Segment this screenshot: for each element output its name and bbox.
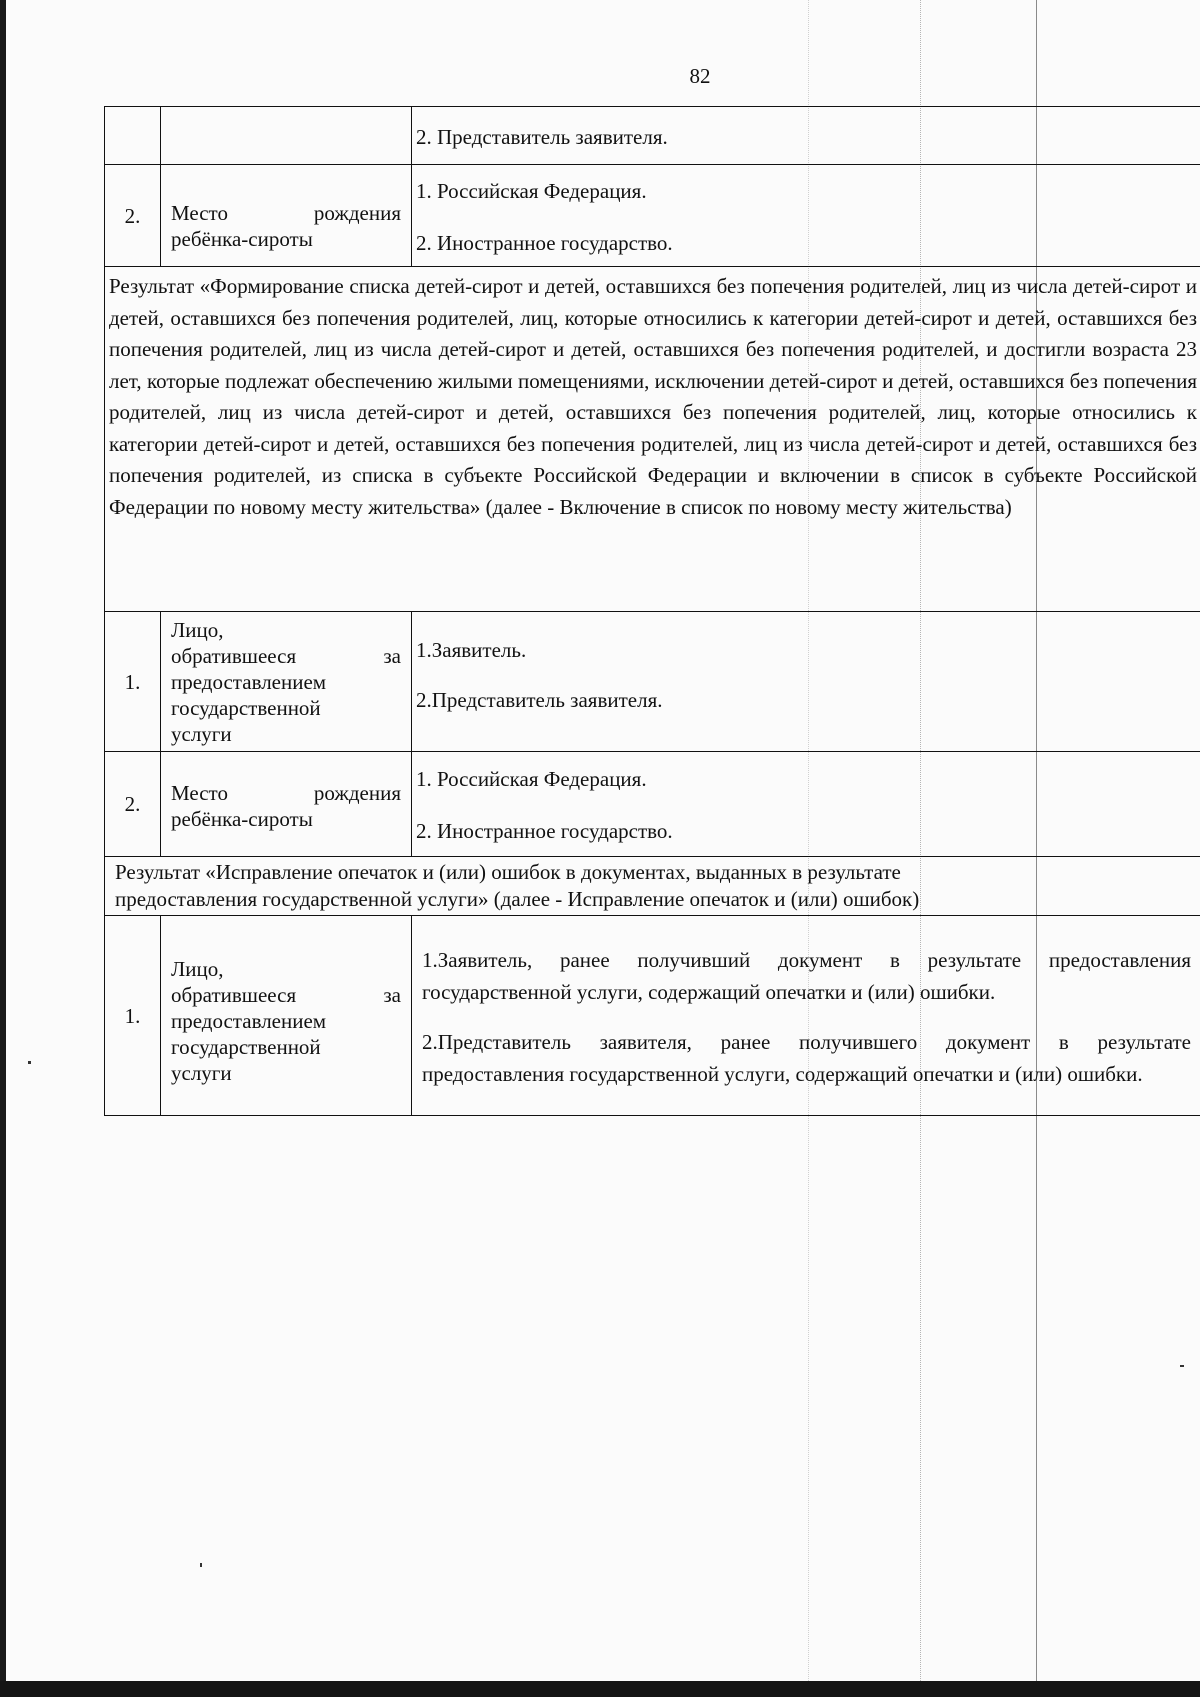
value-item: 1.Заявитель. bbox=[416, 637, 527, 662]
label-line: Место рождения bbox=[171, 781, 401, 805]
row-number-cell: 2. bbox=[105, 752, 161, 857]
value-item: 2. Иностранное государство. bbox=[416, 819, 673, 843]
value-item: 1. Российская Федерация. bbox=[416, 179, 647, 203]
row-number-cell: 1. bbox=[105, 916, 161, 1116]
table-row bbox=[105, 612, 1200, 752]
scan-bottom-edge bbox=[0, 1681, 1200, 1697]
scan-left-edge bbox=[0, 0, 6, 1697]
row-number-cell: 1. bbox=[105, 612, 161, 752]
table-row bbox=[105, 916, 1200, 1116]
scan-speck bbox=[28, 1061, 31, 1064]
value-item: 1. Российская Федерация. bbox=[416, 767, 647, 791]
document-table bbox=[104, 106, 1200, 1116]
row-label-cell bbox=[161, 916, 412, 1116]
value-item: 2. Иностранное государство. bbox=[416, 231, 673, 255]
row-label-cell bbox=[161, 107, 412, 165]
result-heading-text: Результат «Исправление опечаток и (или) ошибок в документах, выданных в результате предоставления государственной услуги» (далее - Исправление опечаток и (или) ошибок) bbox=[115, 860, 920, 911]
label-line: Лицо, bbox=[171, 617, 224, 642]
result-heading-text: Результат «Формирование списка детей-сирот и детей, оставшихся без попечения родителей, лиц из числа детей-сирот и детей, оставшихся без попечения родителей, лиц, которые относились к категории детей-сирот и детей, оставшихся без попечения родителей, лиц из числа детей-сирот и детей, оставшихся без попечения родителей, и достигли возраста 23 лет, которые подлежат обеспечению жилыми помещениями, исключении детей-сирот и детей, оставшихся без попечения родителей, лиц из числа детей-сирот и детей, оставшихся без попечения родителей, лиц, которые относились к категории детей-сирот и детей, оставшихся без попечения родителей, лиц из числа детей-сирот и детей, оставшихся без попечения родителей, из списка в субъекте Российской Федерации и включении в список в субъекте Российской Федерации по новому месту жительства» (далее - Включение в список по новому месту жительства) bbox=[109, 274, 1197, 519]
row-values-cell bbox=[412, 916, 1200, 1116]
scan-speck bbox=[200, 1563, 202, 1567]
value-item: 2.Представитель заявителя. bbox=[416, 687, 663, 712]
page-number-text: 82 bbox=[689, 64, 711, 88]
value-item: 2.Представитель заявителя, ранее получившего документ в результате предоставления государственной услуги, содержащий опечатки и (или) ошибки. bbox=[422, 1029, 1191, 1086]
table-row bbox=[105, 857, 1200, 916]
label-line: государственной bbox=[171, 1034, 321, 1059]
row-number-cell: 2. bbox=[105, 165, 161, 267]
label-line: услуги bbox=[171, 721, 232, 746]
label-line: предоставлением bbox=[171, 1008, 327, 1033]
label-line: предоставлением bbox=[171, 669, 327, 694]
label-line: услуги bbox=[171, 1060, 232, 1085]
row-label-cell bbox=[161, 612, 412, 752]
table-row bbox=[105, 165, 1200, 267]
value-item: 2. Представитель заявителя. bbox=[416, 124, 668, 149]
label-line: обратившееся за bbox=[171, 643, 401, 668]
row-values-cell bbox=[412, 612, 1200, 752]
label-line: государственной bbox=[171, 695, 321, 720]
row-values-cell bbox=[412, 752, 1200, 857]
row-number-cell bbox=[105, 107, 161, 165]
label-line: Лицо, bbox=[171, 956, 224, 981]
label-line: обратившееся за bbox=[171, 982, 401, 1007]
row-label-cell bbox=[161, 165, 412, 267]
table-row bbox=[105, 752, 1200, 857]
label-line: Место рождения bbox=[171, 200, 401, 225]
table-row bbox=[105, 267, 1200, 612]
result-heading-cell bbox=[105, 267, 1200, 612]
row-label-cell bbox=[161, 752, 412, 857]
table-row bbox=[105, 107, 1200, 165]
result-heading-cell bbox=[105, 857, 1200, 916]
row-values-cell bbox=[412, 165, 1200, 267]
label-line: ребёнка-сироты bbox=[171, 226, 313, 251]
label-line: ребёнка-сироты bbox=[171, 807, 313, 831]
value-item: 1.Заявитель, ранее получивший документ в результате предоставления государственной услуги, содержащий опечатки и (или) ошибки. bbox=[422, 947, 1191, 1004]
scan-speck bbox=[1180, 1365, 1184, 1367]
row-values-cell bbox=[412, 107, 1200, 165]
page-number bbox=[0, 64, 1200, 89]
